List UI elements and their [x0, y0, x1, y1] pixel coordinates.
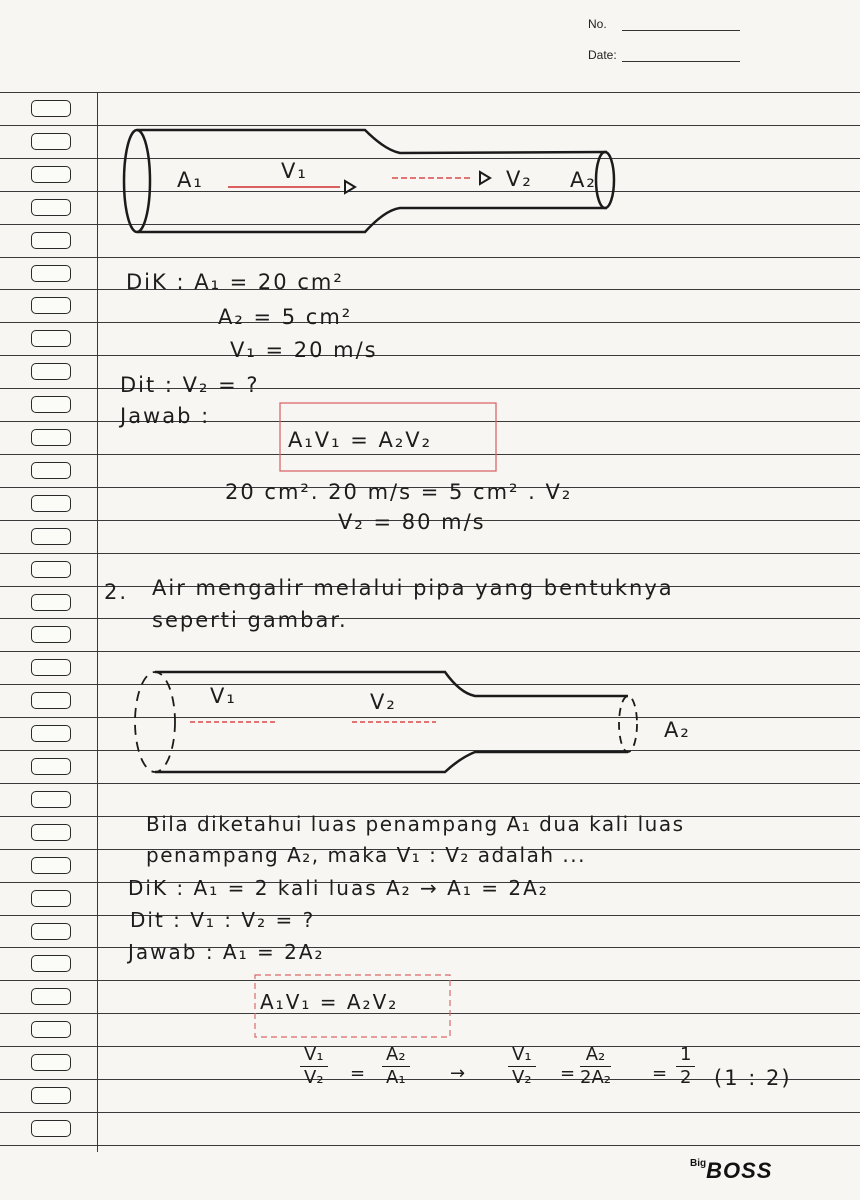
- pipe1-label-a2: A₂: [570, 168, 597, 192]
- pipe1-left-opening: [124, 130, 150, 232]
- brand-logo: [690, 1158, 772, 1184]
- p2-question-line2: seperti gambar.: [152, 608, 348, 632]
- fraction-v1-v2-2: [508, 1044, 536, 1089]
- fraction-numerator: A₂: [382, 1044, 410, 1067]
- p2-known: DiK : A₁ = 2 kali luas A₂ → A₁ = 2A₂: [128, 876, 549, 900]
- pipe1-right-opening: [596, 152, 614, 208]
- p2-asked: Dit : V₁ : V₂ = ?: [130, 908, 316, 932]
- fraction-numerator: V₁: [508, 1044, 536, 1067]
- pipe2-label-v1: V₁: [210, 684, 237, 708]
- pipe1-outline: [137, 130, 607, 232]
- p2-text-line1: Bila diketahui luas penampang A₁ dua kali luas: [146, 812, 685, 836]
- p2-number: 2.: [104, 580, 129, 604]
- pipe2-label-a2: A₂: [664, 718, 691, 742]
- fraction-one-half: [676, 1044, 695, 1089]
- brand-big-text: BOSS: [706, 1158, 773, 1183]
- fraction-numerator: 1: [676, 1044, 695, 1067]
- pipe1-label-a1: A₁: [177, 168, 204, 192]
- fraction-denominator: 2A₂: [580, 1067, 611, 1088]
- pipe1-label-v1: V₁: [281, 159, 308, 183]
- p2-question-line1: Air mengalir melalui pipa yang bentuknya: [152, 576, 674, 600]
- p1-answer-label: Jawab :: [120, 404, 211, 428]
- p2-text-line2: penampang A₂, maka V₁ : V₂ adalah ...: [146, 843, 586, 867]
- p1-asked: Dit : V₂ = ?: [120, 373, 260, 397]
- p1-known-a1: DiK : A₁ = 20 cm²: [126, 270, 344, 294]
- fraction-v1-v2: [300, 1044, 328, 1089]
- fraction-a2-2a2: [580, 1044, 611, 1089]
- p1-result: V₂ = 80 m/s: [338, 510, 486, 534]
- p1-substitution: 20 cm². 20 m/s = 5 cm² . V₂: [225, 480, 573, 504]
- fraction-denominator: V₂: [512, 1067, 532, 1088]
- equals-sign: =: [350, 1063, 368, 1084]
- equals-sign-2: =: [560, 1063, 578, 1084]
- pipe1-arrowhead-v1: [345, 181, 355, 193]
- number-label: No.: [588, 17, 607, 31]
- p1-known-a2: A₂ = 5 cm²: [218, 305, 353, 329]
- fraction-a2-a1: [382, 1044, 410, 1089]
- equals-sign-3: =: [652, 1063, 670, 1084]
- p1-formula: A₁V₁ = A₂V₂: [288, 428, 433, 452]
- pipe1-label-v2: V₂: [506, 167, 533, 191]
- fraction-denominator: A₁: [386, 1067, 406, 1088]
- pipe2-right-opening: [619, 696, 637, 752]
- p2-answer-line: Jawab : A₁ = 2A₂: [128, 940, 325, 964]
- pipe2-left-opening: [135, 672, 175, 772]
- fraction-denominator: V₂: [304, 1067, 324, 1088]
- pipe1-arrowhead-v2: [480, 172, 490, 184]
- date-label: Date:: [588, 48, 617, 62]
- ratio-result: (1 : 2): [714, 1066, 792, 1090]
- fraction-numerator: A₂: [580, 1044, 611, 1067]
- pipe2-label-v2: V₂: [370, 690, 397, 714]
- p1-known-v1: V₁ = 20 m/s: [230, 338, 378, 362]
- p2-formula: A₁V₁ = A₂V₂: [260, 990, 399, 1014]
- fraction-numerator: V₁: [300, 1044, 328, 1067]
- brand-small-text: Big: [690, 1158, 707, 1169]
- fraction-denominator: 2: [680, 1067, 692, 1088]
- implies-arrow: →: [450, 1063, 468, 1084]
